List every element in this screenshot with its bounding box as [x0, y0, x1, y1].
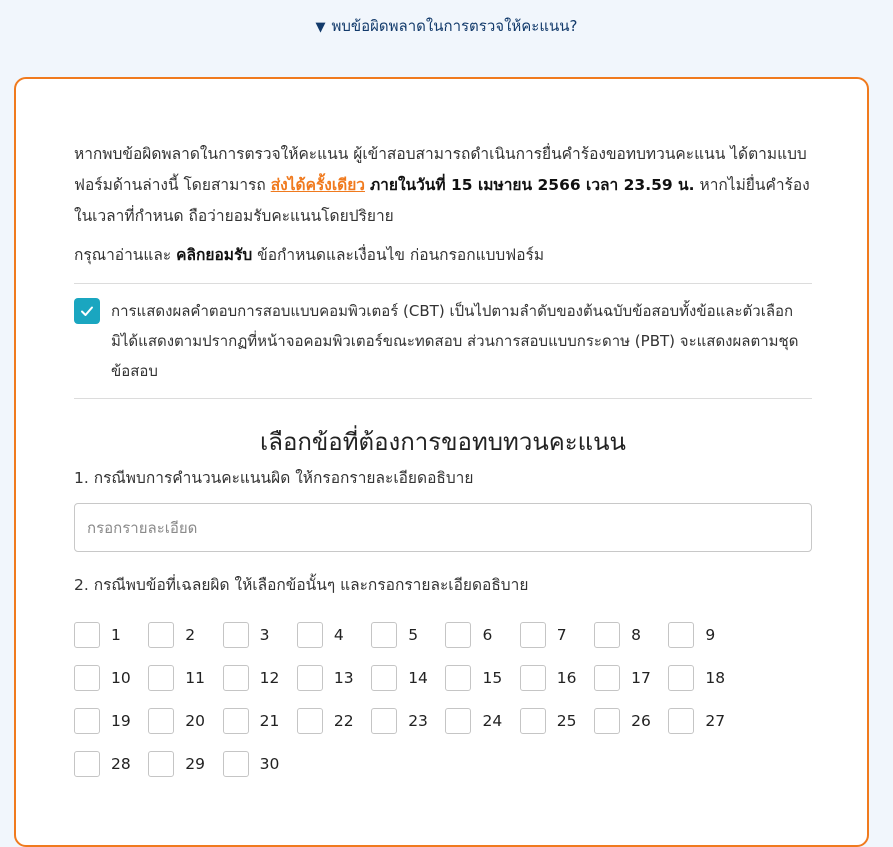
item-option[interactable]	[148, 665, 222, 691]
item-option[interactable]	[445, 708, 519, 734]
item-number: 11	[185, 669, 206, 687]
item-checkbox[interactable]	[371, 622, 397, 648]
item-number: 16	[556, 669, 577, 687]
item-option[interactable]	[594, 665, 668, 691]
intro-text-3: หากไม่ยื่นคำร้องในเวลาที่กำหนด ถือว่ายอมรับคะแนนโดยปริยาย	[74, 176, 810, 225]
item-option[interactable]	[371, 622, 445, 648]
item-number: 3	[259, 626, 270, 644]
consent-checkbox[interactable]	[74, 298, 100, 324]
review-request-card	[14, 77, 869, 847]
item-number: 1	[111, 626, 121, 644]
item-checkbox-grid	[74, 622, 812, 777]
item-number: 10	[111, 669, 131, 687]
item-option[interactable]	[371, 665, 445, 691]
item-number: 8	[631, 626, 641, 644]
question1-detail-input[interactable]	[74, 503, 812, 552]
intro-paragraph	[74, 139, 812, 232]
deadline-text: ภายในวันที่ 15 เมษายน 2566 เวลา 23.59 น.	[369, 176, 695, 194]
item-checkbox[interactable]	[371, 665, 397, 691]
item-option[interactable]	[594, 622, 668, 648]
item-number: 12	[259, 669, 280, 687]
item-option[interactable]	[74, 751, 148, 777]
item-option[interactable]	[594, 708, 668, 734]
item-number: 20	[185, 712, 206, 730]
item-number: 9	[705, 626, 716, 644]
item-option[interactable]	[445, 665, 519, 691]
item-checkbox[interactable]	[297, 665, 323, 691]
item-checkbox[interactable]	[148, 751, 174, 777]
instruction-text-1: กรุณาอ่านและ	[74, 246, 177, 264]
item-checkbox[interactable]	[668, 622, 694, 648]
item-option[interactable]	[668, 665, 742, 691]
item-checkbox[interactable]	[445, 622, 471, 648]
item-number: 25	[556, 712, 577, 730]
item-option[interactable]	[520, 708, 594, 734]
item-number: 27	[705, 712, 726, 730]
item-option[interactable]	[74, 708, 148, 734]
item-option[interactable]	[223, 751, 297, 777]
item-number: 19	[111, 712, 131, 730]
item-option[interactable]	[297, 708, 371, 734]
item-number: 24	[482, 712, 503, 730]
item-option[interactable]	[445, 622, 519, 648]
item-option[interactable]	[148, 622, 222, 648]
item-number: 28	[111, 755, 131, 773]
item-option[interactable]	[371, 708, 445, 734]
divider-bottom	[74, 398, 812, 399]
item-checkbox[interactable]	[668, 665, 694, 691]
item-checkbox[interactable]	[148, 665, 174, 691]
item-checkbox[interactable]	[74, 708, 100, 734]
item-option[interactable]	[74, 622, 148, 648]
item-number: 15	[482, 669, 503, 687]
item-checkbox[interactable]	[148, 708, 174, 734]
item-checkbox[interactable]	[223, 665, 249, 691]
item-checkbox[interactable]	[668, 708, 694, 734]
item-checkbox[interactable]	[594, 622, 620, 648]
submit-once-highlight: ส่งได้ครั้งเดียว	[270, 176, 365, 194]
item-checkbox[interactable]	[445, 665, 471, 691]
item-checkbox[interactable]	[74, 622, 100, 648]
item-number: 6	[482, 626, 493, 644]
item-option[interactable]	[520, 665, 594, 691]
intro-text-1: หากพบข้อผิดพลาดในการตรวจให้คะแนน ผู้เข้าสอบสามารถดำเนินการยื่นคำร้องขอทบทวนคะแนน ได้ตามแบบฟอร์มด้านล่างนี้ โดยสามารถ	[74, 145, 807, 194]
report-error-toggle[interactable]	[0, 14, 893, 38]
item-option[interactable]	[148, 751, 222, 777]
item-number: 21	[259, 712, 280, 730]
item-checkbox[interactable]	[520, 708, 546, 734]
item-checkbox[interactable]	[74, 665, 100, 691]
item-option[interactable]	[297, 665, 371, 691]
item-number: 22	[333, 712, 354, 730]
item-number: 5	[408, 626, 419, 644]
instruction-accept-bold: คลิกยอมรับ	[176, 246, 253, 264]
item-checkbox[interactable]	[297, 622, 323, 648]
item-checkbox[interactable]	[594, 665, 620, 691]
question1-label: 1. กรณีพบการคำนวนคะแนนผิด ให้กรอกรายละเอียดอธิบาย	[74, 469, 474, 487]
item-number: 30	[259, 755, 280, 773]
item-checkbox[interactable]	[520, 665, 546, 691]
consent-text: การแสดงผลคำตอบการสอบแบบคอมพิวเตอร์ (CBT) เป็นไปตามลำดับของต้นฉบับข้อสอบทั้งข้อและตัวเลือก มิได้แสดงตามปรากฏที่หน้าจอคอมพิวเตอร์ขณะทดสอบ ส่วนการสอบแบบกระดาษ (PBT) จะแสดงผลตามชุดข้อสอบ	[111, 302, 799, 380]
instruction-line	[74, 240, 812, 271]
item-option[interactable]	[223, 708, 297, 734]
instruction-text-2: ข้อกำหนดและเงื่อนไข ก่อนกรอกแบบฟอร์ม	[252, 246, 545, 264]
item-checkbox[interactable]	[223, 708, 249, 734]
item-option[interactable]	[223, 622, 297, 648]
item-number: 17	[631, 669, 651, 687]
item-option[interactable]	[223, 665, 297, 691]
item-checkbox[interactable]	[371, 708, 397, 734]
item-number: 7	[556, 626, 567, 644]
item-number: 23	[408, 712, 428, 730]
item-checkbox[interactable]	[520, 622, 546, 648]
report-error-toggle-label: พบข้อผิดพลาดในการตรวจให้คะแนน?	[331, 17, 578, 35]
question2-label: 2. กรณีพบข้อที่เฉลยผิด ให้เลือกข้อนั้นๆ และกรอกรายละเอียดอธิบาย	[74, 576, 529, 594]
item-option[interactable]	[148, 708, 222, 734]
item-option[interactable]	[668, 708, 742, 734]
item-checkbox[interactable]	[445, 708, 471, 734]
item-number: 29	[185, 755, 206, 773]
item-option[interactable]	[74, 665, 148, 691]
item-number: 13	[333, 669, 354, 687]
triangle-down-icon: ▼	[315, 20, 326, 35]
checkmark-icon	[79, 303, 95, 319]
item-checkbox[interactable]	[223, 751, 249, 777]
item-option[interactable]	[520, 622, 594, 648]
item-checkbox[interactable]	[223, 622, 249, 648]
item-number: 18	[705, 669, 726, 687]
item-checkbox[interactable]	[297, 708, 323, 734]
item-checkbox[interactable]	[148, 622, 174, 648]
item-option[interactable]	[297, 622, 371, 648]
item-number: 2	[185, 626, 196, 644]
section-title: เลือกข้อที่ต้องการขอทบทวนคะแนน	[260, 428, 626, 456]
item-number: 4	[333, 626, 344, 644]
item-number: 14	[408, 669, 428, 687]
item-number: 26	[631, 712, 651, 730]
item-checkbox[interactable]	[594, 708, 620, 734]
item-checkbox[interactable]	[74, 751, 100, 777]
review-request-content	[74, 139, 812, 777]
item-option[interactable]	[668, 622, 742, 648]
consent-row	[74, 284, 812, 398]
